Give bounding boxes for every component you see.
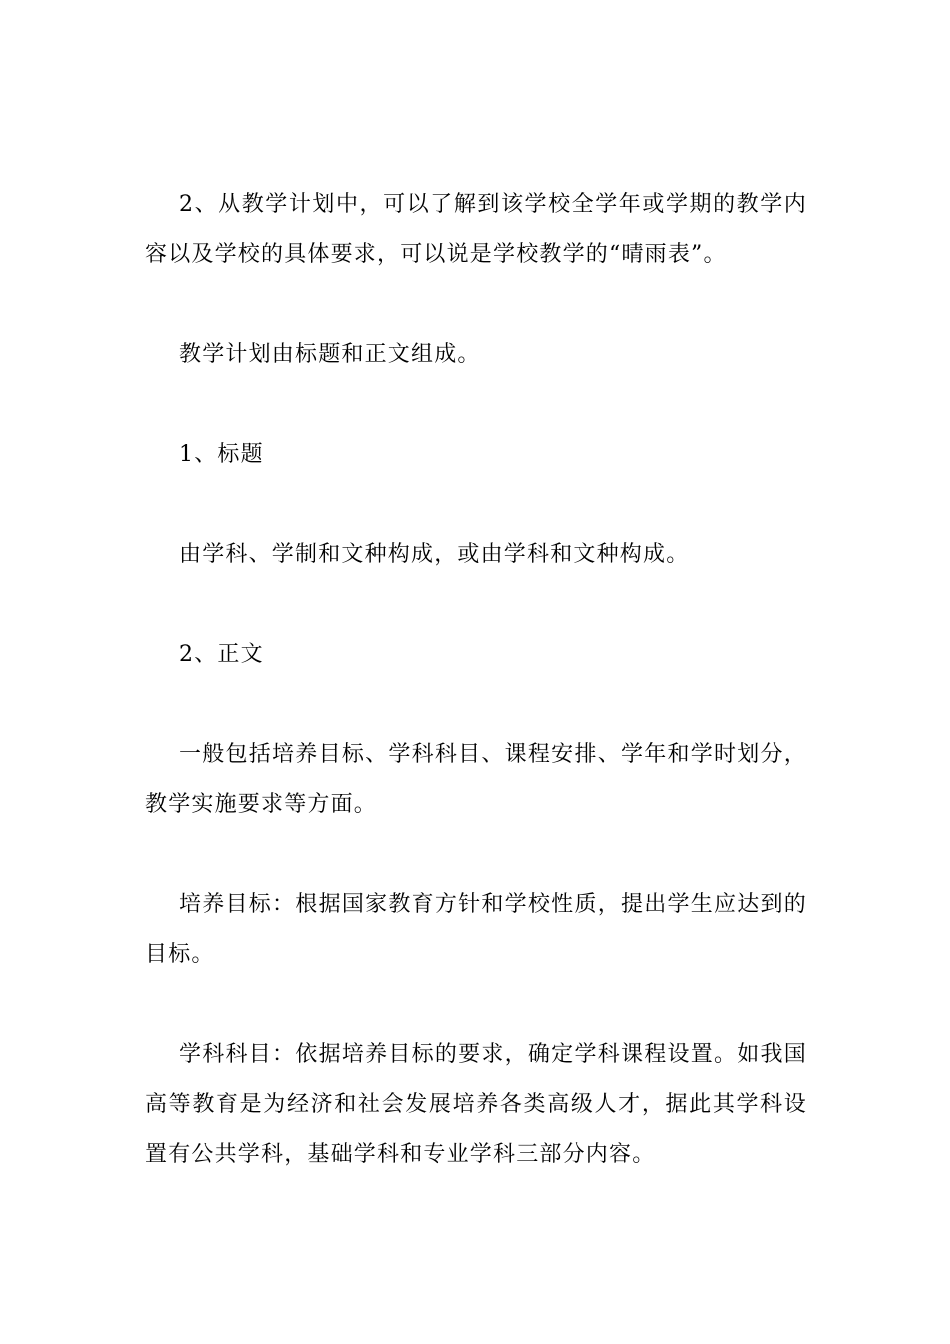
heading-title-section: 1、标题 <box>179 442 264 467</box>
document-body <box>145 180 807 1180</box>
paragraph-title-composition: 由学科、学制和文种构成，或由学科和文种构成。 <box>179 542 690 567</box>
paragraph-subject-courses: 学科科目：依据培养目标的要求，确定学科课程设置。如我国高等教育是为经济和社会发展培养各类高级人才，据此其学科设置有公共学科，基础学科和专业学科三部分内容。 <box>145 1042 807 1167</box>
paragraph-school-plan-significance: 2、从教学计划中，可以了解到该学校全学年或学期的教学内容以及学校的具体要求，可以说是学校教学的“晴雨表”。 <box>145 192 807 267</box>
paragraph-plan-composition: 教学计划由标题和正文组成。 <box>179 342 481 367</box>
paragraph-training-goals: 培养目标：根据国家教育方针和学校性质，提出学生应达到的目标。 <box>145 892 807 967</box>
heading-body-section: 2、正文 <box>179 642 264 667</box>
paragraph-body-contents: 一般包括培养目标、学科科目、课程安排、学年和学时划分，教学实施要求等方面。 <box>145 742 807 817</box>
